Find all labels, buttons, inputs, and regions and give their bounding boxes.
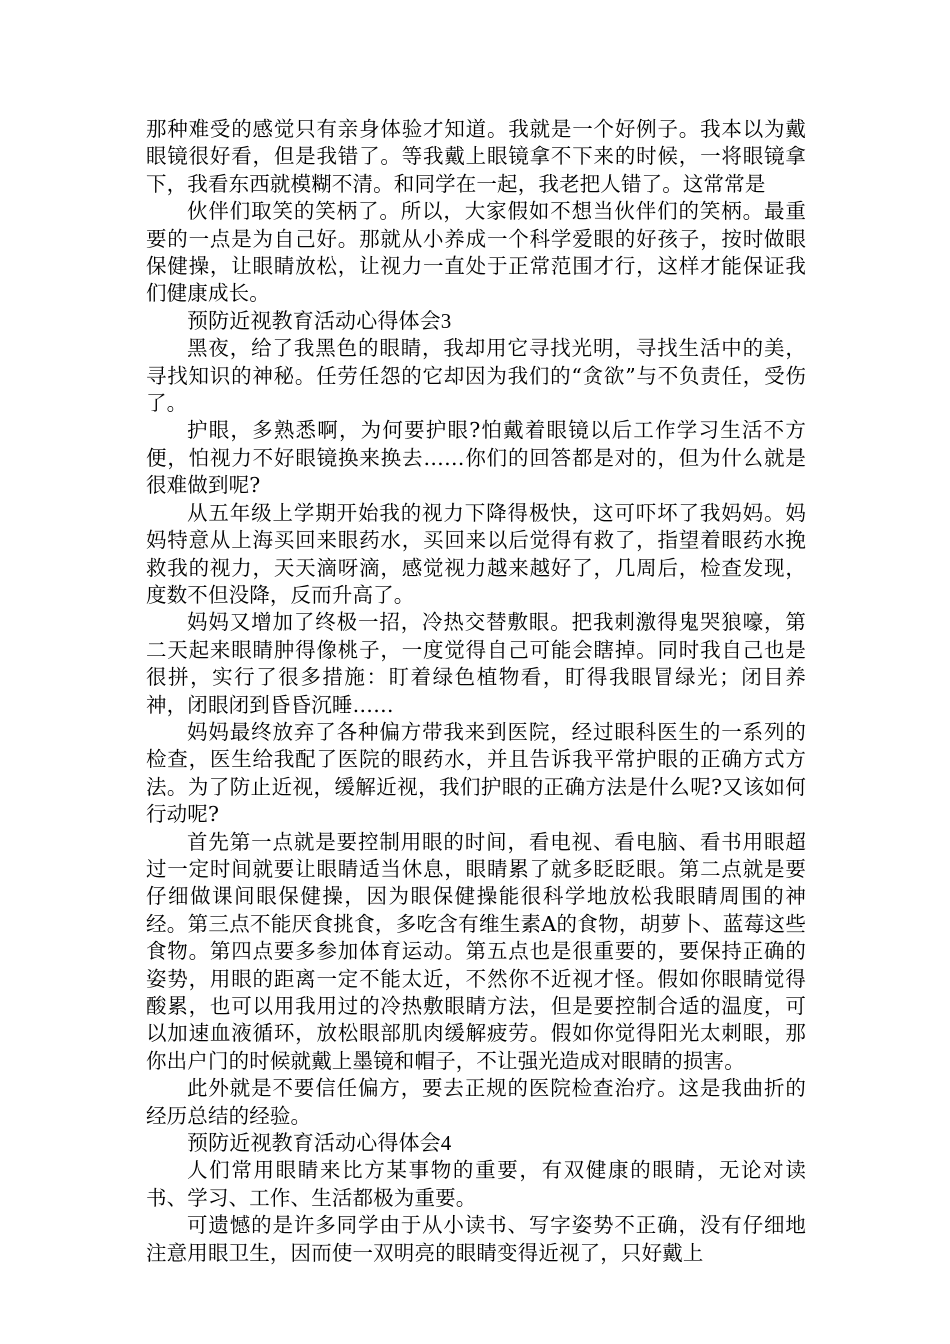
paragraph: 人们常用眼睛来比方某事物的重要，有双健康的眼睛，无论对读书、学习、工作、生活都极为重要。	[146, 1158, 806, 1210]
paragraph: 从五年级上学期开始我的视力下降得极快，这可吓坏了我妈妈。妈妈特意从上海买回来眼药水，买回来以后觉得有救了，指望着眼药水挽救我的视力，天天滴呀滴，感觉视力越来越好了，几周后，检查发现，度数不但没降，反而升高了。	[146, 500, 806, 607]
paragraph: 妈妈最终放弃了各种偏方带我来到医院，经过眼科医生的一系列的检查，医生给我配了医院的眼药水，并且告诉我平常护眼的正确方式方法。为了防止近视，缓解近视，我们护眼的正确方法是什么呢?又该如何行动呢?	[146, 719, 806, 827]
paragraph: 护眼，多熟悉啊，为何要护眼?怕戴着眼镜以后工作学习生活不方便，怕视力不好眼镜换来换去……你们的回答都是对的，但为什么就是很难做到呢?	[146, 418, 806, 498]
paragraph: 伙伴们取笑的笑柄了。所以，大家假如不想当伙伴们的笑柄。最重要的一点是为自己好。那就从小养成一个科学爱眼的好孩子，按时做眼保健操，让眼睛放松，让视力一直处于正常范围才行，这样才能保证我们健康成长。	[146, 199, 806, 306]
section-heading: 预防近视教育活动心得体会3	[187, 308, 452, 333]
paragraph: 那种难受的感觉只有亲身体验才知道。我就是一个好例子。我本以为戴眼镜很好看，但是我错了。等我戴上眼镜拿不下来的时候，一将眼镜拿下，我看东西就模糊不清。和同学在一起，我老把人错了。这常常是	[146, 117, 806, 196]
paragraph: 此外就是不要信任偏方，要去正规的医院检查治疗。这是我曲折的经历总结的经验。	[146, 1076, 806, 1128]
paragraph: 首先第一点就是要控制用眼的时间，看电视、看电脑、看书用眼超过一定时间就要让眼睛适当休息，眼睛累了就多眨眨眼。第二点就是要仔细做课间眼保健操，因为眼保健操能很科学地放松我眼睛周围的神经。第三点不能厌食挑食，多吃含有维生素A的食物，胡萝卜、蓝莓这些食物。第四点要多参加体育运动。第五点也是很重要的，要保持正确的姿势，用眼的距离一定不能太近，不然你不近视才怪。假如你眼睛觉得酸累，也可以用我用过的冷热敷眼睛方法，但是要控制合适的温度，可以加速血液循环，放松眼部肌肉缓解疲劳。假如你觉得阳光太刺眼，那你出户门的时候就戴上墨镜和帽子，不让强光造成对眼睛的损害。	[146, 829, 806, 1073]
document-body	[146, 116, 806, 1267]
section-heading: 预防近视教育活动心得体会4	[187, 1131, 452, 1156]
paragraph: 妈妈又增加了终极一招，冷热交替敷眼。把我刺激得鬼哭狼嚎，第二天起来眼睛肿得像桃子，一度觉得自己可能会瞎掉。同时我自己也是很拼，实行了很多措施：盯着绿色植物看，盯得我眼冒绿光；闭目养神，闭眼闭到昏昏沉睡……	[146, 610, 806, 717]
paragraph: 黑夜，给了我黑色的眼睛，我却用它寻找光明，寻找生活中的美，寻找知识的神秘。任劳任怨的它却因为我们的“贪欲”与不负责任，受伤了。	[146, 336, 806, 416]
paragraph: 可遗憾的是许多同学由于从小读书、写字姿势不正确，没有仔细地注意用眼卫生，因而使一双明亮的眼睛变得近视了，只好戴上	[146, 1213, 806, 1265]
